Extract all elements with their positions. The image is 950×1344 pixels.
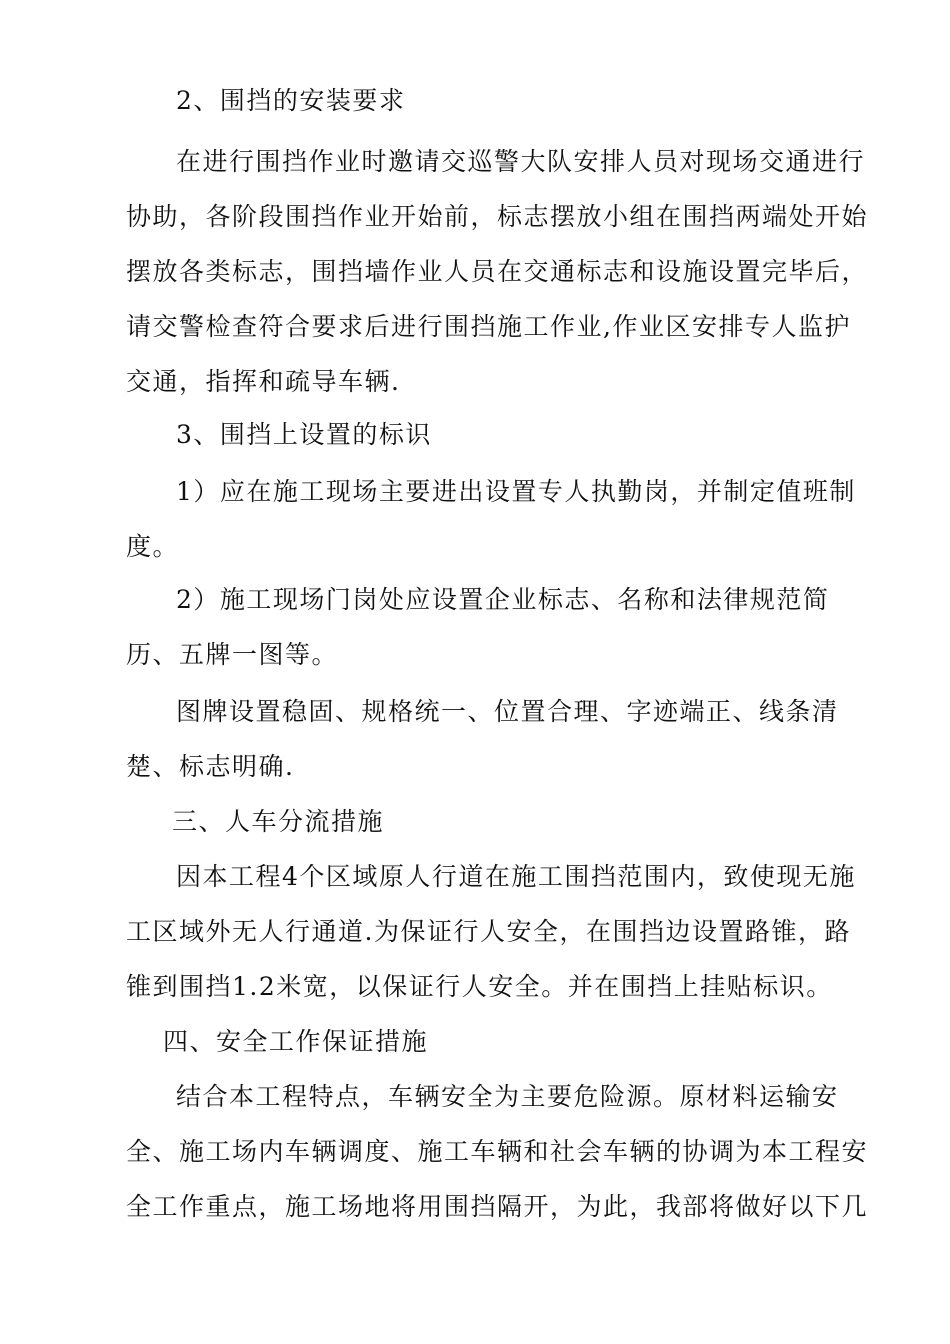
paragraph-line: 工区域外无人行通道.为保证行人安全，在围挡边设置路锥，路 <box>126 917 851 946</box>
section-heading-2: 2、围挡的安装要求 <box>176 86 406 115</box>
paragraph-line: 图牌设置稳固、规格统一、位置合理、字迹端正、线条清 <box>176 697 839 726</box>
list-item-line: 历、五牌一图等。 <box>126 640 339 669</box>
paragraph-line: 楚、标志明确. <box>126 752 295 781</box>
section-heading-3: 3、围挡上设置的标识 <box>176 420 432 449</box>
paragraph-line: 交通，指挥和疏导车辆. <box>126 367 401 396</box>
paragraph-line: 结合本工程特点，车辆安全为主要危险源。原材料运输安 <box>176 1082 839 1111</box>
section-heading-four: 四、安全工作保证措施 <box>163 1027 429 1056</box>
list-item-line: 度。 <box>126 532 180 561</box>
paragraph-line: 因本工程4个区域原人行道在施工围挡范围内，致使现无施 <box>176 862 856 891</box>
paragraph-line: 锥到围挡1.2米宽，以保证行人安全。并在围挡上挂贴标识。 <box>126 972 833 1001</box>
paragraph-line: 请交警检查符合要求后进行围挡施工作业,作业区安排专人监护 <box>126 312 851 341</box>
paragraph-line: 在进行围挡作业时邀请交巡警大队安排人员对现场交通进行 <box>176 147 866 176</box>
paragraph-line: 全工作重点，施工场地将用围挡隔开，为此，我部将做好以下几 <box>126 1192 869 1221</box>
paragraph-line: 摆放各类标志，围挡墙作业人员在交通标志和设施设置完毕后， <box>126 257 869 286</box>
paragraph-line: 全、施工场内车辆调度、施工车辆和社会车辆的协调为本工程安 <box>126 1137 869 1166</box>
list-item-line: 1）应在施工现场主要进出设置专人执勤岗，并制定值班制 <box>176 477 856 506</box>
section-heading-three: 三、人车分流措施 <box>172 807 385 836</box>
paragraph-line: 协助，各阶段围挡作业开始前，标志摆放小组在围挡两端处开始 <box>126 202 869 231</box>
list-item-line: 2）施工现场门岗处应设置企业标志、名称和法律规范简 <box>176 585 830 614</box>
